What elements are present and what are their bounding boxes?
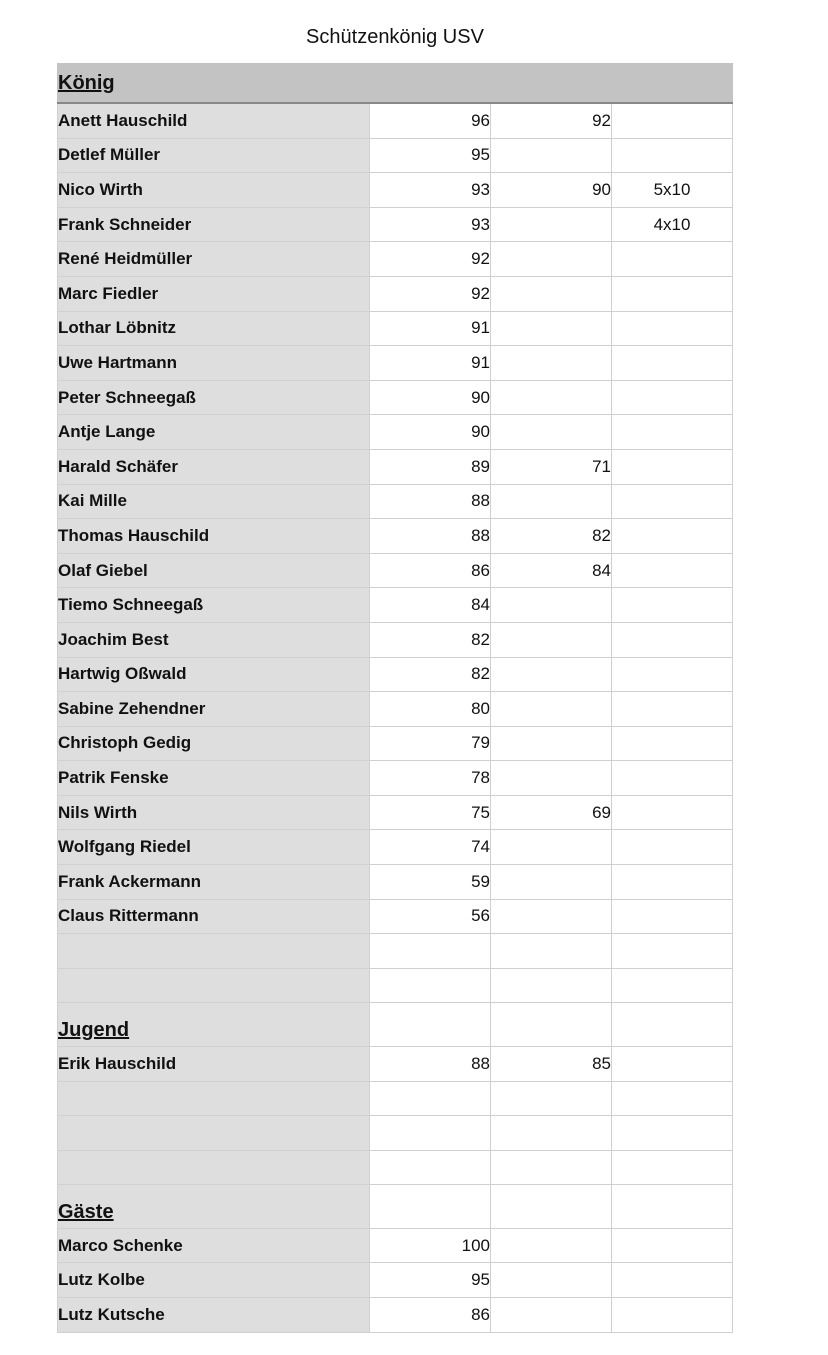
document-title: Schützenkönig USV	[306, 26, 484, 48]
score-cell-1[interactable]: 88	[370, 1046, 491, 1081]
table-row	[58, 865, 733, 900]
shooter-name-cell[interactable]: Claus Rittermann	[58, 899, 370, 934]
score-cell-1[interactable]: 59	[370, 865, 491, 900]
score-cell-2[interactable]	[491, 242, 612, 277]
shooter-name-cell[interactable]: Sabine Zehendner	[58, 692, 370, 727]
empty-cell[interactable]	[612, 1150, 733, 1185]
table-row	[58, 830, 733, 865]
table-row	[58, 1298, 733, 1333]
tiebreak-cell[interactable]	[612, 1228, 733, 1263]
tiebreak-cell[interactable]	[612, 761, 733, 796]
shooter-name-cell[interactable]: Antje Lange	[58, 415, 370, 450]
score-cell-1[interactable]: 90	[370, 380, 491, 415]
table-row	[58, 519, 733, 554]
table-row	[58, 726, 733, 761]
score-cell-1[interactable]: 86	[370, 1298, 491, 1333]
tiebreak-cell[interactable]: 4x10	[612, 207, 733, 242]
empty-cell[interactable]	[491, 1116, 612, 1151]
table-row	[58, 1046, 733, 1081]
score-cell-1[interactable]: 82	[370, 657, 491, 692]
tiebreak-cell[interactable]	[612, 795, 733, 830]
table-row	[58, 622, 733, 657]
tiebreak-cell[interactable]	[612, 138, 733, 173]
empty-row	[58, 1116, 733, 1151]
empty-cell[interactable]	[370, 1081, 491, 1116]
shooter-name-cell[interactable]: Nils Wirth	[58, 795, 370, 830]
empty-cell[interactable]	[370, 934, 491, 969]
empty-cell[interactable]	[612, 968, 733, 1003]
empty-cell[interactable]	[491, 64, 612, 104]
section-header-cell[interactable]	[58, 64, 370, 104]
empty-cell[interactable]	[370, 1185, 491, 1229]
tiebreak-cell[interactable]: 5x10	[612, 173, 733, 208]
score-cell-1[interactable]: 91	[370, 311, 491, 346]
empty-cell[interactable]	[491, 968, 612, 1003]
tiebreak-cell[interactable]	[612, 380, 733, 415]
empty-cell[interactable]	[370, 64, 491, 104]
tiebreak-cell[interactable]	[612, 346, 733, 381]
score-cell-1[interactable]: 56	[370, 899, 491, 934]
score-cell-1[interactable]: 92	[370, 276, 491, 311]
shooter-name-cell[interactable]: Marc Fiedler	[58, 276, 370, 311]
empty-cell[interactable]	[612, 1003, 733, 1047]
tiebreak-cell[interactable]	[612, 449, 733, 484]
empty-cell[interactable]	[491, 934, 612, 969]
section-title: Gäste	[58, 1200, 114, 1223]
empty-name-cell[interactable]	[58, 1150, 370, 1185]
score-cell-1[interactable]: 90	[370, 415, 491, 450]
shooter-name-cell[interactable]: Hartwig Oßwald	[58, 657, 370, 692]
score-cell-2[interactable]	[491, 207, 612, 242]
tiebreak-cell[interactable]	[612, 415, 733, 450]
score-table	[57, 63, 733, 1333]
tiebreak-cell[interactable]	[612, 692, 733, 727]
tiebreak-cell[interactable]	[612, 830, 733, 865]
score-cell-1[interactable]: 95	[370, 138, 491, 173]
shooter-name-cell[interactable]: Tiemo Schneegaß	[58, 588, 370, 623]
score-table-body	[58, 64, 733, 1333]
table-row	[58, 242, 733, 277]
table-row	[58, 449, 733, 484]
shooter-name-cell[interactable]: Lothar Löbnitz	[58, 311, 370, 346]
score-cell-1[interactable]: 84	[370, 588, 491, 623]
table-row	[58, 1263, 733, 1298]
score-cell-1[interactable]: 93	[370, 173, 491, 208]
table-row	[58, 138, 733, 173]
empty-row	[58, 968, 733, 1003]
table-row	[58, 346, 733, 381]
empty-cell[interactable]	[491, 1081, 612, 1116]
empty-name-cell[interactable]	[58, 968, 370, 1003]
tiebreak-cell[interactable]	[612, 865, 733, 900]
score-cell-2[interactable]	[491, 726, 612, 761]
tiebreak-cell[interactable]	[612, 103, 733, 138]
score-cell-2[interactable]	[491, 761, 612, 796]
empty-cell[interactable]	[612, 934, 733, 969]
shooter-name-cell[interactable]: Marco Schenke	[58, 1228, 370, 1263]
score-cell-1[interactable]: 75	[370, 795, 491, 830]
score-cell-2[interactable]	[491, 1228, 612, 1263]
table-row	[58, 692, 733, 727]
empty-row	[58, 1150, 733, 1185]
table-row	[58, 1228, 733, 1263]
table-row	[58, 173, 733, 208]
score-cell-2[interactable]: 82	[491, 519, 612, 554]
shooter-name-cell[interactable]: Frank Schneider	[58, 207, 370, 242]
shooter-name-cell[interactable]: Wolfgang Riedel	[58, 830, 370, 865]
table-row	[58, 380, 733, 415]
empty-cell[interactable]	[491, 1003, 612, 1047]
score-cell-2[interactable]	[491, 380, 612, 415]
shooter-name-cell[interactable]: Patrik Fenske	[58, 761, 370, 796]
score-cell-2[interactable]	[491, 692, 612, 727]
shooter-name-cell[interactable]: Erik Hauschild	[58, 1046, 370, 1081]
score-cell-2[interactable]	[491, 138, 612, 173]
score-cell-1[interactable]: 91	[370, 346, 491, 381]
empty-cell[interactable]	[370, 1150, 491, 1185]
score-cell-2[interactable]	[491, 276, 612, 311]
table-row	[58, 207, 733, 242]
empty-cell[interactable]	[612, 1185, 733, 1229]
empty-cell[interactable]	[612, 1081, 733, 1116]
empty-row	[58, 934, 733, 969]
shooter-name-cell[interactable]: Christoph Gedig	[58, 726, 370, 761]
score-cell-2[interactable]: 92	[491, 103, 612, 138]
score-cell-2[interactable]	[491, 899, 612, 934]
shooter-name-cell[interactable]: Detlef Müller	[58, 138, 370, 173]
table-row	[58, 553, 733, 588]
score-cell-2[interactable]	[491, 311, 612, 346]
tiebreak-cell[interactable]	[612, 899, 733, 934]
score-cell-2[interactable]	[491, 657, 612, 692]
tiebreak-cell[interactable]	[612, 726, 733, 761]
shooter-name-cell[interactable]: Frank Ackermann	[58, 865, 370, 900]
shooter-name-cell[interactable]: Harald Schäfer	[58, 449, 370, 484]
shooter-name-cell[interactable]: Peter Schneegaß	[58, 380, 370, 415]
score-cell-2[interactable]	[491, 588, 612, 623]
shooter-name-cell[interactable]: Nico Wirth	[58, 173, 370, 208]
score-cell-2[interactable]	[491, 484, 612, 519]
shooter-name-cell[interactable]: René Heidmüller	[58, 242, 370, 277]
table-row	[58, 899, 733, 934]
score-cell-1[interactable]: 80	[370, 692, 491, 727]
score-cell-1[interactable]: 89	[370, 449, 491, 484]
empty-name-cell[interactable]	[58, 1081, 370, 1116]
tiebreak-cell[interactable]	[612, 242, 733, 277]
empty-cell[interactable]	[370, 1116, 491, 1151]
empty-name-cell[interactable]	[58, 934, 370, 969]
tiebreak-cell[interactable]	[612, 1298, 733, 1333]
empty-row	[58, 1081, 733, 1116]
score-cell-1[interactable]: 88	[370, 519, 491, 554]
table-row	[58, 276, 733, 311]
score-cell-1[interactable]: 95	[370, 1263, 491, 1298]
shooter-name-cell[interactable]: Kai Mille	[58, 484, 370, 519]
tiebreak-cell[interactable]	[612, 484, 733, 519]
shooter-name-cell[interactable]: Anett Hauschild	[58, 103, 370, 138]
score-cell-1[interactable]: 88	[370, 484, 491, 519]
score-cell-2[interactable]: 90	[491, 173, 612, 208]
tiebreak-cell[interactable]	[612, 622, 733, 657]
tiebreak-cell[interactable]	[612, 276, 733, 311]
table-row	[58, 795, 733, 830]
table-row	[58, 103, 733, 138]
shooter-name-cell[interactable]: Lutz Kutsche	[58, 1298, 370, 1333]
score-cell-2[interactable]: 69	[491, 795, 612, 830]
score-cell-1[interactable]: 74	[370, 830, 491, 865]
empty-cell[interactable]	[491, 1185, 612, 1229]
score-cell-1[interactable]: 82	[370, 622, 491, 657]
score-cell-1[interactable]: 79	[370, 726, 491, 761]
score-cell-1[interactable]: 78	[370, 761, 491, 796]
score-cell-2[interactable]	[491, 346, 612, 381]
section-title: König	[58, 71, 115, 94]
empty-cell[interactable]	[370, 968, 491, 1003]
empty-cell[interactable]	[612, 1116, 733, 1151]
score-cell-1[interactable]: 86	[370, 553, 491, 588]
score-cell-2[interactable]: 84	[491, 553, 612, 588]
tiebreak-cell[interactable]	[612, 519, 733, 554]
tiebreak-cell[interactable]	[612, 311, 733, 346]
score-cell-2[interactable]: 85	[491, 1046, 612, 1081]
shooter-name-cell[interactable]: Uwe Hartmann	[58, 346, 370, 381]
score-cell-1[interactable]: 93	[370, 207, 491, 242]
section-header-row	[58, 1003, 733, 1047]
section-header-cell[interactable]	[58, 1185, 370, 1229]
tiebreak-cell[interactable]	[612, 553, 733, 588]
shooter-name-cell[interactable]: Lutz Kolbe	[58, 1263, 370, 1298]
tiebreak-cell[interactable]	[612, 657, 733, 692]
score-cell-2[interactable]	[491, 415, 612, 450]
score-cell-1[interactable]: 100	[370, 1228, 491, 1263]
score-cell-2[interactable]	[491, 1298, 612, 1333]
table-row	[58, 657, 733, 692]
score-cell-2[interactable]	[491, 865, 612, 900]
table-row	[58, 415, 733, 450]
table-row	[58, 588, 733, 623]
shooter-name-cell[interactable]: Thomas Hauschild	[58, 519, 370, 554]
empty-name-cell[interactable]	[58, 1116, 370, 1151]
score-cell-2[interactable]: 71	[491, 449, 612, 484]
empty-cell[interactable]	[612, 64, 733, 104]
empty-cell[interactable]	[370, 1003, 491, 1047]
tiebreak-cell[interactable]	[612, 1046, 733, 1081]
shooter-name-cell[interactable]: Joachim Best	[58, 622, 370, 657]
section-header-row	[58, 64, 733, 104]
shooter-name-cell[interactable]: Olaf Giebel	[58, 553, 370, 588]
table-row	[58, 311, 733, 346]
table-row	[58, 484, 733, 519]
tiebreak-cell[interactable]	[612, 588, 733, 623]
empty-cell[interactable]	[491, 1150, 612, 1185]
tiebreak-cell[interactable]	[612, 1263, 733, 1298]
score-cell-1[interactable]: 92	[370, 242, 491, 277]
score-cell-2[interactable]	[491, 830, 612, 865]
score-cell-1[interactable]: 96	[370, 103, 491, 138]
section-header-row	[58, 1185, 733, 1229]
section-header-cell[interactable]	[58, 1003, 370, 1047]
score-cell-2[interactable]	[491, 1263, 612, 1298]
table-row	[58, 761, 733, 796]
score-cell-2[interactable]	[491, 622, 612, 657]
section-title: Jugend	[58, 1018, 130, 1041]
